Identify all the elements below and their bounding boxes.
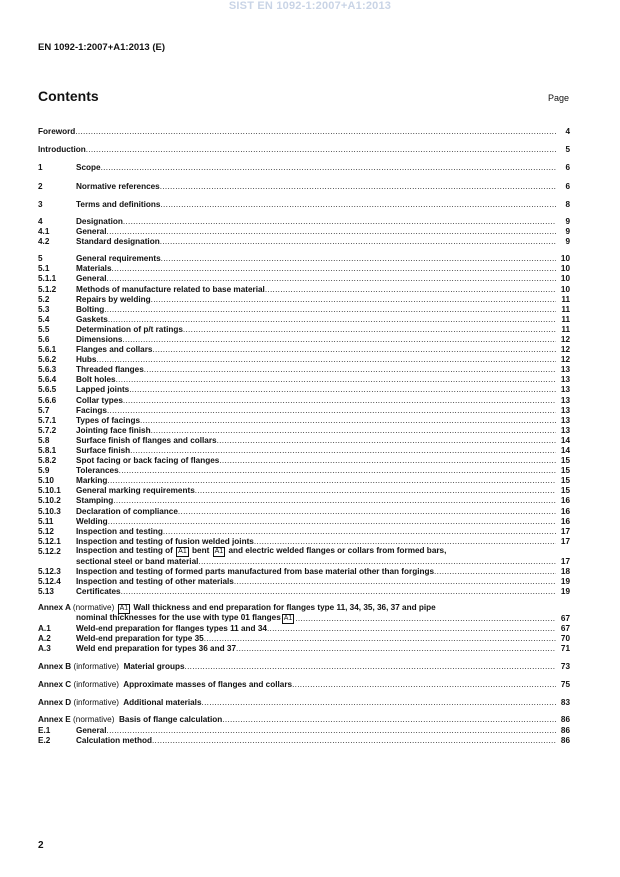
annex-kind: (informative) <box>73 698 119 708</box>
toc-entry-page: 15 <box>560 456 570 466</box>
annex-label: Annex B <box>38 661 72 671</box>
toc-entry-page: 86 <box>560 715 570 725</box>
toc-entry-text: Methods of manufacture related to base material <box>76 284 265 294</box>
toc-entry[interactable] <box>38 355 570 365</box>
toc-entry-text: Foreword <box>38 126 76 136</box>
toc-entry-number: 5.1.2 <box>38 284 57 294</box>
annex-kind: (informative) <box>73 680 119 690</box>
toc-entry-page: 83 <box>560 698 570 708</box>
annex-title: nominal thicknesses for the use with type 01 flanges <box>76 612 281 622</box>
toc-entry-page: 75 <box>560 680 570 690</box>
toc-entry-text: Dimensions <box>76 334 123 344</box>
toc-entry-page: 16 <box>560 506 570 516</box>
toc-entry-number: 5.13 <box>38 586 54 596</box>
toc-entry[interactable] <box>38 295 570 305</box>
toc-entry[interactable] <box>38 567 570 577</box>
toc-entry-number: 5.7.2 <box>38 425 57 435</box>
toc-entry-5-12-2-continued[interactable] <box>38 557 570 567</box>
toc-entry[interactable] <box>38 486 570 496</box>
amendment-marker-icon: A1 <box>283 614 293 622</box>
toc-entry-text: General <box>76 725 107 735</box>
toc-entry-page: 19 <box>560 586 570 596</box>
toc-entry-page: 10 <box>560 284 570 294</box>
toc-entry[interactable] <box>38 634 570 644</box>
toc-entry-text: Flanges and collars <box>76 345 153 355</box>
toc-entry-page: 18 <box>560 566 570 576</box>
toc-entry-page: 17 <box>560 526 570 536</box>
toc-entry-text: Facings <box>76 405 107 415</box>
toc-entry[interactable] <box>38 264 570 274</box>
toc-entry-page: 10 <box>560 274 570 284</box>
toc-entry-page: 17 <box>560 556 570 566</box>
toc-entry-annex-b[interactable] <box>38 661 570 672</box>
annex-title: Material groups <box>123 661 185 671</box>
toc-entry-foreword[interactable] <box>38 126 570 137</box>
toc-entry-number: 5.6.1 <box>38 345 57 355</box>
toc-entry-text: Inspection and testing <box>76 526 163 536</box>
toc-entry-text: General marking requirements <box>76 486 195 496</box>
toc-entry[interactable] <box>38 345 570 355</box>
toc-entry-page: 67 <box>560 613 570 623</box>
toc-entry-text: Repairs by welding <box>76 294 151 304</box>
toc-entry-normative-references[interactable] <box>38 181 570 192</box>
toc-entry-text: Terms and definitions <box>76 199 161 209</box>
annex-title: Approximate masses of flanges and collars <box>123 680 293 690</box>
toc-entry-page: 12 <box>560 355 570 365</box>
toc-entry-number: 5.6.3 <box>38 365 57 375</box>
toc-entry-number: 5.6 <box>38 334 50 344</box>
toc-entry-general-requirements[interactable] <box>38 254 570 264</box>
toc-entry-number: 5.3 <box>38 304 50 314</box>
toc-entry[interactable] <box>38 446 570 456</box>
toc-entry[interactable] <box>38 436 570 446</box>
toc-entry-text: Calculation method <box>76 735 152 745</box>
toc-entry-text: Inspection and testing of other materials <box>76 576 234 586</box>
toc-entry-number: 5.10.1 <box>38 486 61 496</box>
page-number: 2 <box>38 840 44 851</box>
toc-entry-number: 5.10 <box>38 476 54 486</box>
toc-entry-annex-d[interactable] <box>38 697 570 708</box>
toc-entry-text: Welding <box>76 516 108 526</box>
toc-entry-number: A.2 <box>38 633 51 643</box>
toc-entry-page: 13 <box>560 405 570 415</box>
document-id: EN 1092-1:2007+A1:2013 (E) <box>38 42 166 53</box>
toc-entry[interactable] <box>38 416 570 426</box>
toc-entry-text: Tolerances <box>76 466 119 476</box>
annex-label: Annex E <box>38 715 71 725</box>
toc-entry-number: 5.11 <box>38 516 54 526</box>
toc-entry-number: 5.2 <box>38 294 50 304</box>
toc-entry-page: 13 <box>560 385 570 395</box>
toc-entry[interactable] <box>38 726 570 736</box>
toc-entry-text: bent <box>192 545 210 555</box>
toc-entry-text: sectional steel or band material <box>76 556 199 566</box>
toc-entry-page: 4 <box>565 126 570 136</box>
toc-entry-page: 13 <box>560 365 570 375</box>
toc-entry-text: Surface finish of flanges and collars <box>76 435 217 445</box>
toc-entry-text: Threaded flanges <box>76 365 144 375</box>
toc-entry-page: 11 <box>561 314 570 324</box>
toc-entry-page: 14 <box>560 435 570 445</box>
toc-entry[interactable] <box>38 507 570 517</box>
toc-entry-page: 12 <box>560 334 570 344</box>
toc-entry-number: 5.7 <box>38 405 50 415</box>
toc-entry-text: Gaskets <box>76 314 108 324</box>
toc-entry-number: 4.1 <box>38 227 50 237</box>
toc-entry-page: 86 <box>560 725 570 735</box>
page-title: Contents <box>38 88 99 104</box>
toc-entry-page: 67 <box>560 623 570 633</box>
toc-entry[interactable] <box>38 335 570 345</box>
toc-entry[interactable] <box>38 496 570 506</box>
toc-entry-text: Inspection and testing of <box>76 545 173 555</box>
toc-entry-text: Inspection and testing of fusion welded joints <box>76 536 254 546</box>
toc-entry-text: Hubs <box>76 355 97 365</box>
toc-entry-page: 5 <box>565 145 570 155</box>
toc-entry-page: 13 <box>560 375 570 385</box>
toc-entry[interactable] <box>38 237 570 247</box>
amendment-marker-icon: A1 <box>178 547 187 555</box>
toc-entry-text: Standard designation <box>76 237 160 247</box>
toc-entry[interactable] <box>38 315 570 325</box>
toc-entry[interactable] <box>38 305 570 315</box>
toc-entry[interactable] <box>38 385 570 395</box>
toc-entry-number: 5.12.1 <box>38 536 61 546</box>
toc-entry[interactable] <box>38 624 570 634</box>
page-column-label: Page <box>547 93 569 103</box>
toc-entry-text: Materials <box>76 264 112 274</box>
toc-entry-text: Weld-end preparation for flanges types 11 and 34 <box>76 623 267 633</box>
toc-entry[interactable] <box>38 644 570 654</box>
toc-entry-number: 5.6.2 <box>38 355 57 365</box>
toc-entry-number: 5.12.3 <box>38 566 61 576</box>
toc-entry-page: 11 <box>561 304 570 314</box>
toc-entry[interactable] <box>38 517 570 527</box>
toc-entry-number: 5.9 <box>38 466 50 476</box>
toc-entry[interactable] <box>38 325 570 335</box>
toc-entry-page: 12 <box>560 345 570 355</box>
toc-entry-number: 5.12.2 <box>38 546 61 556</box>
toc-entry-text: Inspection and testing of formed parts manufactured from base material other than forgings <box>76 566 435 576</box>
toc-entry-number: 5.1.1 <box>38 274 57 284</box>
toc-entry[interactable] <box>38 227 570 237</box>
toc-entry-scope[interactable] <box>38 162 570 173</box>
toc-entry[interactable] <box>38 736 570 746</box>
amendment-marker-icon: A1 <box>119 604 129 612</box>
toc-entry-number: 5.6.5 <box>38 385 57 395</box>
toc-entry-number: 5.10.2 <box>38 496 61 506</box>
toc-entry-text: Types of facings <box>76 415 140 425</box>
toc-entry-text: Introduction <box>38 145 86 155</box>
toc-entry-annex-c[interactable] <box>38 679 570 690</box>
toc-entry-page: 13 <box>560 415 570 425</box>
toc-entry-number: 4.2 <box>38 237 50 247</box>
watermark: SIST EN 1092-1:2007+A1:2013 <box>228 0 392 12</box>
toc-entry-number: E.2 <box>38 735 51 745</box>
toc-entry-page: 9 <box>565 227 570 237</box>
toc-entry-number: 5.8.1 <box>38 446 57 455</box>
toc-entry[interactable] <box>38 456 570 466</box>
toc-entry[interactable] <box>38 396 570 406</box>
toc-entry-page: 15 <box>560 486 570 496</box>
annex-label: Annex C <box>38 680 72 690</box>
toc-entry-designation[interactable] <box>38 217 570 227</box>
toc-entry-page: 19 <box>560 576 570 586</box>
toc-entry-number: 5.8.2 <box>38 456 57 466</box>
toc-entry[interactable] <box>38 375 570 385</box>
toc-entry-text: Weld-end preparation for type 35 <box>76 633 204 643</box>
toc-entry-text: and electric welded flanges or collars from formed bars, <box>228 545 447 555</box>
toc-entry-text: Certificates <box>76 586 121 596</box>
toc-entry-text: General <box>76 274 107 284</box>
table-of-contents <box>38 126 570 746</box>
toc-entry-number: 5.1 <box>38 264 50 274</box>
toc-entry-number: 5.7.1 <box>38 415 57 425</box>
toc-entry-number: 5.6.4 <box>38 375 57 385</box>
toc-entry-text: Collar types <box>76 395 123 405</box>
toc-entry-text: Determination of p/t ratings <box>76 324 183 334</box>
annex-kind: (normative) <box>72 602 115 612</box>
toc-entry-page: 10 <box>560 264 570 274</box>
toc-entry[interactable] <box>38 527 570 537</box>
toc-entry-text: General requirements <box>76 254 161 264</box>
toc-entry-text: Designation <box>76 216 123 226</box>
amendment-marker-icon: A1 <box>214 547 224 555</box>
toc-entry-number: 5 <box>38 254 43 264</box>
toc-entry[interactable] <box>38 426 570 436</box>
toc-entry-text: Marking <box>76 476 108 486</box>
toc-entry-text: Bolt holes <box>76 375 116 385</box>
toc-entry-page: 11 <box>561 324 570 334</box>
toc-entry-page: 15 <box>560 466 570 476</box>
toc-entry-introduction[interactable] <box>38 144 570 155</box>
toc-entry-text: Stamping <box>76 496 114 506</box>
annex-label: Annex D <box>38 698 72 708</box>
toc-entry[interactable] <box>38 365 570 375</box>
toc-entry-text: Bolting <box>76 304 105 314</box>
toc-entry[interactable] <box>38 587 570 597</box>
toc-entry-page: 6 <box>565 163 570 173</box>
toc-entry-number: E.1 <box>38 725 51 735</box>
toc-entry-text: General <box>76 227 107 237</box>
toc-entry-number: 3 <box>38 199 43 209</box>
annex-title: Additional materials <box>123 698 202 708</box>
toc-entry-number: A.3 <box>38 643 51 653</box>
toc-entry-page: 10 <box>560 254 570 264</box>
toc-entry-number: A.1 <box>38 623 51 633</box>
toc-entry-annex-a-continued[interactable] <box>38 614 570 624</box>
toc-entry-text: Jointing face finish <box>76 425 151 435</box>
toc-entry-page: 73 <box>560 661 570 671</box>
toc-entry-number: 5.12.4 <box>38 576 61 586</box>
toc-entry[interactable] <box>38 406 570 416</box>
annex-label: Annex A <box>38 602 71 612</box>
toc-entry-page: 16 <box>560 496 570 506</box>
annex-title: Basis of flange calculation <box>119 715 223 725</box>
toc-entry-text: Lapped joints <box>76 385 130 395</box>
toc-entry-text: Weld end preparation for types 36 and 37 <box>76 643 236 653</box>
toc-entry-terms[interactable] <box>38 199 570 210</box>
toc-entry-page: 15 <box>560 476 570 486</box>
toc-entry[interactable] <box>38 476 570 486</box>
toc-entry-page: 13 <box>560 425 570 435</box>
toc-entry-text: Spot facing or back facing of flanges <box>76 456 220 466</box>
toc-entry[interactable] <box>38 285 570 295</box>
toc-entry-page: 70 <box>560 633 570 643</box>
annex-title: Wall thickness and end preparation for flanges type 11, 34, 35, 36, 37 and pipe <box>133 602 436 612</box>
toc-entry-number: 1 <box>38 163 43 173</box>
toc-entry[interactable] <box>38 274 570 284</box>
toc-entry-number: 2 <box>38 181 43 191</box>
toc-entry-page: 71 <box>560 643 570 653</box>
toc-entry-page: 86 <box>560 735 570 745</box>
toc-entry[interactable] <box>38 466 570 476</box>
toc-entry-number: 5.8 <box>38 435 50 445</box>
toc-entry-text: Normative references <box>76 181 160 191</box>
toc-entry-text: Scope <box>76 163 101 173</box>
toc-entry-page: 8 <box>565 199 570 209</box>
toc-entry-5-12-2[interactable] <box>38 547 570 557</box>
toc-entry-number: 4 <box>38 216 43 226</box>
toc-entry-page: 16 <box>560 516 570 526</box>
annex-kind: (informative) <box>73 661 119 671</box>
toc-entry-page: 13 <box>560 395 570 405</box>
toc-entry-text: Declaration of compliance <box>76 506 178 516</box>
toc-entry-number: 5.6.6 <box>38 395 57 405</box>
toc-entry-page: 9 <box>565 216 570 226</box>
toc-entry-number: 5.5 <box>38 324 50 334</box>
toc-entry-page: 14 <box>560 446 570 455</box>
toc-entry-text: Surface finish <box>76 446 131 455</box>
toc-entry-page: 17 <box>560 536 570 546</box>
annex-kind: (normative) <box>73 715 115 725</box>
toc-entry-number: 5.12 <box>38 526 54 536</box>
toc-entry-page: 11 <box>561 294 570 304</box>
toc-entry-number: 5.10.3 <box>38 506 61 516</box>
toc-entry-page: 6 <box>565 181 570 191</box>
toc-entry-annex-e[interactable] <box>38 715 570 725</box>
toc-entry-page: 9 <box>565 237 570 247</box>
toc-entry-number: 5.4 <box>38 314 50 324</box>
toc-entry[interactable] <box>38 577 570 587</box>
